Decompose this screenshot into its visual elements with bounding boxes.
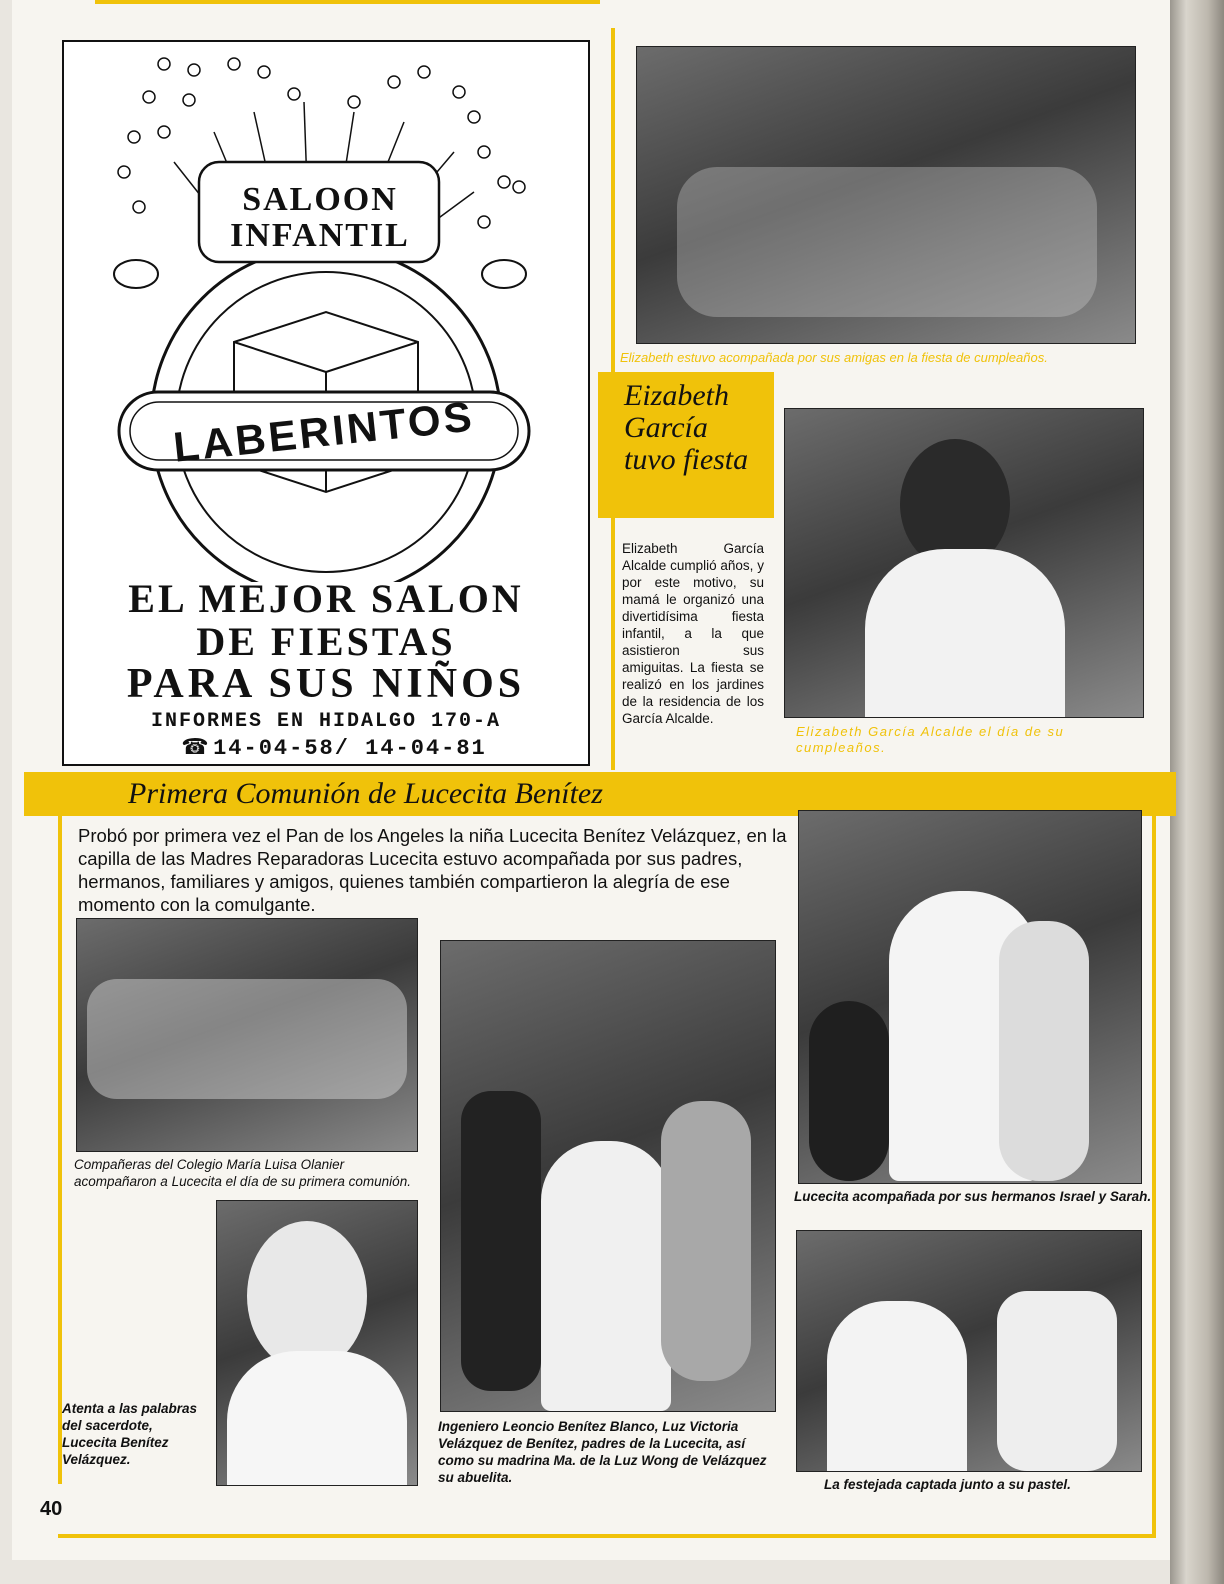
ad-slogan-line3: PARA SUS NIÑOS — [126, 661, 526, 707]
party-body: Elizabeth García Alcalde cumplió años, y por este motivo, su mamá le organizó una divertidísima fiesta infantil, a la que asistieron sus amiguitas. La fiesta se realizó en los jardines de la residencia de los García Alcalde. — [622, 541, 764, 726]
caption-cake: La festejada captada junto a su pastel. — [824, 1477, 1071, 1492]
photo-cake — [796, 1230, 1142, 1472]
caption-party-group: Elizabeth estuvo acompañada por sus amigas en la fiesta de cumpleaños. — [620, 350, 1048, 365]
ad-brand-logo: LABERINTOS — [171, 392, 477, 471]
photo-parents — [440, 940, 776, 1412]
photo-elizabeth — [784, 408, 1144, 718]
photo-attentive — [216, 1200, 418, 1486]
caption-attentive: Atenta a las palabras del sacerdote, Lucecita Benítez Velázquez. — [62, 1401, 198, 1467]
telephone-icon: ☎ — [181, 734, 209, 759]
ad-illustration — [64, 42, 588, 582]
top-accent-bar — [95, 0, 600, 4]
photo-classmates — [76, 918, 418, 1152]
ad-phones: 14-04-58/ 14-04-81 — [213, 736, 487, 761]
ad-slogan-line2: DE FIESTAS — [196, 619, 456, 664]
caption-siblings: Lucecita acompañada por sus hermanos Israel y Sarah. — [794, 1189, 1152, 1204]
party-title: Eizabeth García tuvo fiesta — [624, 379, 749, 476]
party-title-block — [598, 372, 774, 518]
caption-parents: Ingeniero Leoncio Benítez Blanco, Luz Victoria Velázquez de Benítez, padres de la Lucecita, así como su madrina Ma. de la Luz Wong de Velázquez su abuelita. — [438, 1419, 767, 1485]
advertisement — [62, 40, 590, 766]
caption-classmates: Compañeras del Colegio María Luisa Olanier acompañaron a Lucecita el día de su primera comunión. — [74, 1157, 411, 1189]
communion-body: Probó por primera vez el Pan de los Angeles la niña Lucecita Benítez Velázquez, en la capilla de las Madres Reparadoras Lucecita estuvo acompañada por sus padres, hermanos, familiares y amigos, quienes también compartieron la alegría de ese momento con la comulgante. — [78, 825, 787, 915]
ad-phone-line — [124, 734, 544, 761]
bottom-border-rule — [58, 1534, 1156, 1538]
photo-siblings — [798, 810, 1142, 1184]
communion-title: Primera Comunión de Lucecita Benítez — [128, 777, 603, 810]
caption-elizabeth: Elizabeth García Alcalde el día de su cumpleaños. — [796, 724, 1065, 755]
ad-salon-name: SALOON INFANTIL — [230, 181, 410, 254]
page-number: 40 — [40, 1498, 63, 1520]
ad-slogan — [84, 577, 568, 706]
magazine-spine — [1170, 0, 1224, 1584]
ad-slogan-line1: EL MEJOR SALON — [128, 576, 524, 621]
ad-info: INFORMES EN HIDALGO 170-A — [150, 710, 502, 733]
photo-party-group — [636, 46, 1136, 344]
left-border-rule — [58, 816, 62, 1484]
right-border-rule — [1152, 816, 1156, 1538]
